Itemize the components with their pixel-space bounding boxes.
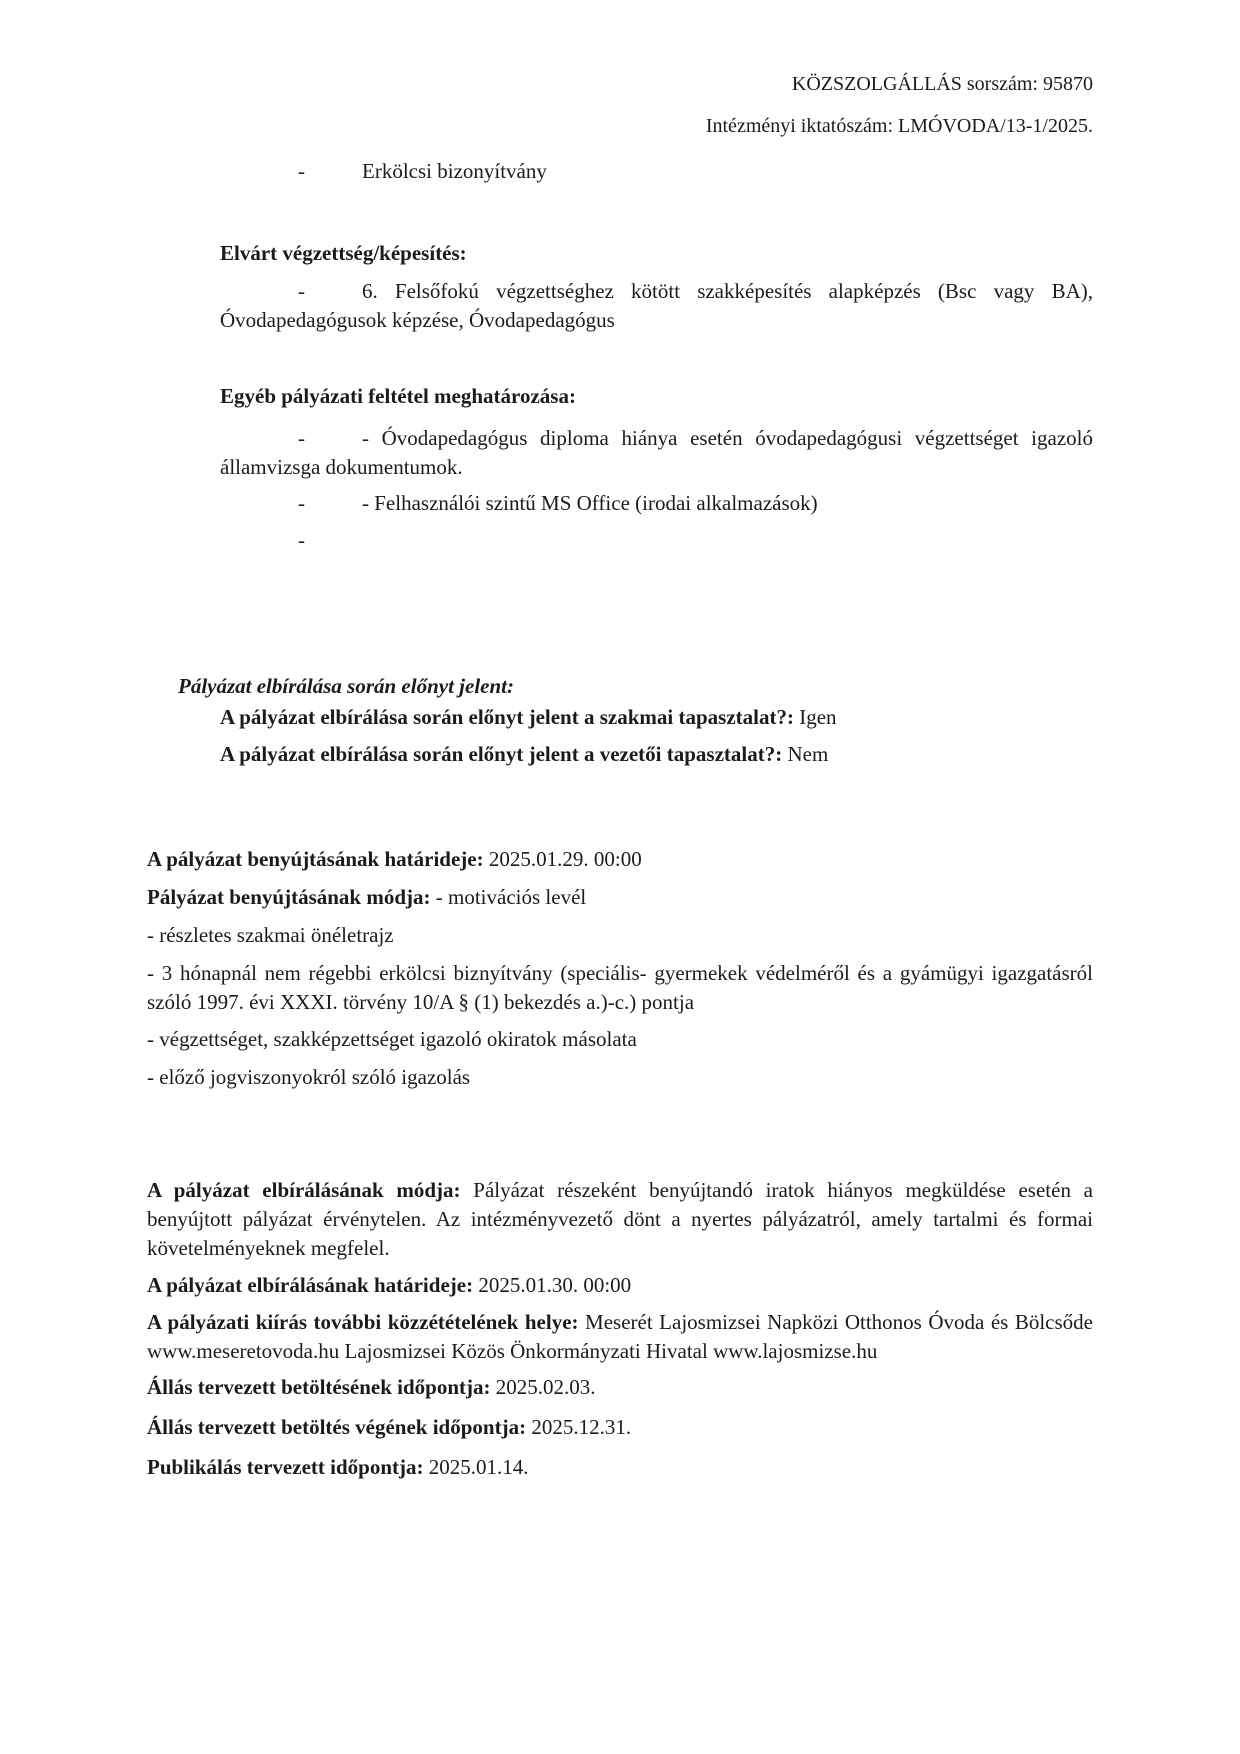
field-value: 2025.12.31. xyxy=(531,1415,632,1439)
answer-text: Igen xyxy=(799,705,837,729)
field-benyujtas-modja xyxy=(147,883,1093,912)
question-text: A pályázat elbírálása során előnyt jelent a vezetői tapasztalat?: xyxy=(220,742,783,766)
field-label: A pályázat elbírálásának módja: xyxy=(147,1178,461,1202)
bullet-text: - Óvodapedagógus diploma hiánya esetén óvodapedagógusi végzettséget igazoló államvizsga dokumentumok. xyxy=(220,426,1093,479)
field-benyujtas-hatarideje xyxy=(147,845,1093,874)
bullet-dash: - xyxy=(298,426,305,450)
field-elbiralas-modja xyxy=(147,1176,1093,1263)
question-text: A pályázat elbírálása során előnyt jelent a szakmai tapasztalat?: xyxy=(220,705,794,729)
answer-text: Nem xyxy=(787,742,829,766)
header-registry-number: Intézményi iktatószám: LMÓVODA/13-1/2025. xyxy=(705,115,1093,137)
bullet-qualification-item xyxy=(147,277,1093,335)
field-value: Pályázat részeként benyújtandó iratok hiányos megküldése esetén a benyújtott pályázat érvénytelen. Az intézményvezető dönt a nyertes pályázatról, amely tartalmi és formai követelményeknek megfelel. xyxy=(147,1178,1093,1260)
bullet-dash: - xyxy=(298,279,305,303)
field-label: A pályázati kiírás további közzétételének helye: xyxy=(147,1310,579,1334)
heading-elonyt-jelent: Pályázat elbírálása során előnyt jelent: xyxy=(178,674,514,698)
bullet-text: - Felhasználói szintű MS Office (irodai alkalmazások) xyxy=(362,491,818,515)
bullet-text: 6. Felsőfokú végzettséghez kötött szakképesítés alapképzés (Bsc vagy BA), Óvodapedagógusok képzése, Óvodapedagógus xyxy=(220,279,1093,332)
field-label: Állás tervezett betöltés végének időpontja: xyxy=(147,1415,527,1439)
field-value: 2025.01.29. 00:00 xyxy=(488,847,642,871)
field-value: - motivációs levél xyxy=(435,885,587,909)
field-label: A pályázat benyújtásának határideje: xyxy=(147,847,484,871)
field-label: Pályázat benyújtásának módja: xyxy=(147,885,431,909)
field-elbiralas-hatarideje xyxy=(147,1271,1093,1300)
field-value: 2025.01.30. 00:00 xyxy=(478,1273,632,1297)
submission-item-okiratok: - végzettséget, szakképzettséget igazoló okiratok másolata xyxy=(147,1027,637,1051)
heading-elvart-vegzettseg: Elvárt végzettség/képesítés: xyxy=(220,241,467,265)
bullet-empty xyxy=(147,526,1093,555)
submission-item-jogviszony: - előző jogviszonyokról szóló igazolás xyxy=(147,1065,471,1089)
field-label: Publikálás tervezett időpontja: xyxy=(147,1455,424,1479)
bullet-dash: - xyxy=(298,528,305,552)
field-label: Állás tervezett betöltésének időpontja: xyxy=(147,1375,491,1399)
field-value: Meserét Lajosmizsei Napközi Otthonos Óvoda és Bölcsőde www.meseretovoda.hu Lajosmizsei Közös Önkormányzati Hivatal www.lajosmizse.hu xyxy=(147,1310,1094,1363)
qa-szakmai-tapasztalat xyxy=(220,703,1093,732)
bullet-dash: - xyxy=(298,159,305,183)
bullet-dash: - xyxy=(298,491,305,515)
bullet-erkolcsi-bizonyitvany xyxy=(147,157,1093,186)
bullet-diploma-hianya xyxy=(147,424,1093,482)
submission-item-oneletrajz: - részletes szakmai önéletrajz xyxy=(147,923,394,947)
qa-vezetoi-tapasztalat xyxy=(220,740,1093,769)
field-betoltes-vege xyxy=(147,1413,1093,1442)
header-serial-number: KÖZSZOLGÁLLÁS sorszám: 95870 xyxy=(791,73,1093,95)
bullet-text: Erkölcsi bizonyítvány xyxy=(362,159,547,183)
field-value: 2025.02.03. xyxy=(495,1375,596,1399)
submission-item-erkolcsi: - 3 hónapnál nem régebbi erkölcsi biznyítvány (speciális- gyermekek védelméről és a gyámügyi igazgatásról szóló 1997. évi XXXI. törvény 10/A § (1) bekezdés a.)-c.) pontja xyxy=(147,961,1093,1014)
field-betoltes-idopontja xyxy=(147,1373,1093,1402)
heading-egyeb-feltetel: Egyéb pályázati feltétel meghatározása: xyxy=(220,384,576,408)
field-value: 2025.01.14. xyxy=(428,1455,529,1479)
field-label: A pályázat elbírálásának határideje: xyxy=(147,1273,474,1297)
field-kozzetetel-helye xyxy=(147,1308,1093,1366)
bullet-ms-office xyxy=(147,489,1093,518)
field-publikalas-idopontja xyxy=(147,1453,1093,1482)
